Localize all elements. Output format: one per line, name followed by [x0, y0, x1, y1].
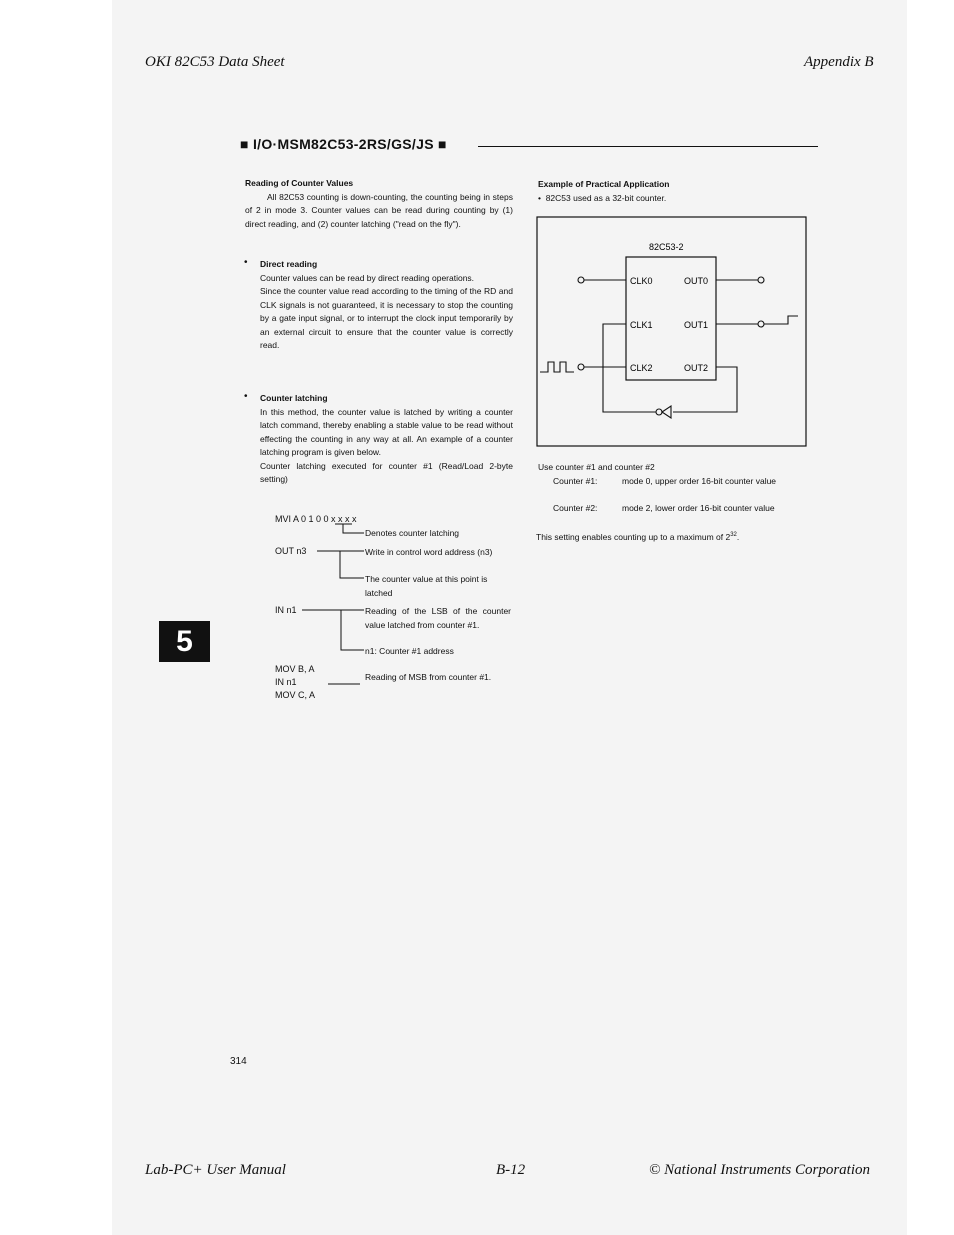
counter-circuit-diagram — [536, 215, 808, 448]
pin-out0: OUT0 — [684, 276, 709, 286]
footer-right: © National Instruments Corporation — [649, 1162, 871, 1178]
in1-note-2: n1: Counter #1 address — [365, 646, 454, 656]
setting-exponent: 32 — [730, 532, 737, 538]
reading-text: All 82C53 counting is down-counting, the counting being in steps of 2 in mode 3. Counter values can be read during counting by (1) direct reading, and (2) counter latching ("read on the fly"). — [245, 191, 513, 229]
pin-out2: OUT2 — [684, 363, 709, 373]
out-note-2: The counter value at this point is latched — [365, 574, 488, 598]
direct-bullet: • — [244, 257, 248, 268]
example-bullet-line: • 82C53 used as a 32-bit counter. — [538, 192, 667, 203]
footer-center: B-12 — [496, 1162, 526, 1178]
circuit-wiring — [540, 277, 798, 418]
code-mov-b: MOV B, A — [275, 664, 315, 674]
chip-label: 82C53-2 — [649, 242, 684, 252]
example-heading: Example of Practical Application — [538, 179, 670, 189]
setting-text: This setting enables counting up to a maximum of 2 — [536, 531, 731, 542]
section-badge: 5 — [159, 621, 210, 662]
latching-bullet: • — [244, 391, 248, 402]
code-mov-c: MOV C, A — [275, 690, 316, 700]
footer-left: Lab-PC+ User Manual — [145, 1162, 286, 1178]
page-number: 314 — [230, 1056, 247, 1067]
pin-out1: OUT1 — [684, 320, 709, 330]
code-mvi: MVI A 0 1 0 0 x x x x — [275, 514, 357, 524]
title-bullet: ■ — [240, 136, 253, 152]
setting-line: This setting enables counting up to a maximum of $2^{32}$. — [536, 531, 740, 542]
latching-heading: Counter latching — [260, 393, 328, 403]
header-right: Appendix B — [804, 54, 874, 70]
out-note-1: Write in control word address (n3) — [365, 547, 493, 557]
section-title-text: I/O·MSM82C53-2RS/GS/JS — [252, 136, 434, 152]
title-end-bullet: ■ — [433, 136, 447, 152]
reading-heading: Reading of Counter Values — [245, 178, 354, 188]
pin-clk1: CLK1 — [630, 320, 653, 330]
code-in-1: IN n1 — [275, 605, 297, 615]
in1-note-1: Reading of the LSB of the counter value latched from counter #1. — [365, 606, 511, 630]
counter1-label: Counter #1: — [553, 476, 598, 486]
counter2-label: Counter #2: — [553, 503, 598, 513]
msb-note: Reading of MSB from counter #1. — [365, 672, 492, 682]
use-counters-text: Use counter #1 and counter #2 — [538, 462, 655, 472]
code-out: OUT n3 — [275, 546, 307, 556]
direct-text-1: Counter values can be read by direct reading operations. — [260, 272, 475, 283]
latching-text-2: Counter latching executed for counter #1 (Read/Load 2-byte setting) — [260, 460, 513, 484]
pin-clk0: CLK0 — [630, 276, 653, 286]
latching-text-1: In this method, the counter value is latched by writing a counter latch command, thereby enabling a stable value to be read without effecting the counting in any way at all. An example of a counter latching program is given below. — [260, 406, 513, 457]
mvi-note: Denotes counter latching — [365, 528, 460, 538]
pin-clk2: CLK2 — [630, 363, 653, 373]
example-bullet-text: 82C53 used as a 32-bit counter. — [545, 192, 667, 203]
header-left: OKI 82C53 Data Sheet — [145, 54, 285, 70]
direct-text-2: Since the counter value read according to the timing of the RD and CLK signals is not guaranteed, it is necessary to stop the counting by a gate input signal, or to interrupt the clock input temporarily by an external circuit to ensure that the counter value is correctly read. — [260, 286, 513, 350]
code-in-2: IN n1 — [275, 677, 297, 687]
counter1-text: mode 0, upper order 16-bit counter value — [622, 476, 777, 486]
direct-heading: Direct reading — [260, 259, 318, 269]
example-section — [538, 178, 808, 205]
counter2-text: mode 2, lower order 16-bit counter value — [622, 503, 775, 513]
